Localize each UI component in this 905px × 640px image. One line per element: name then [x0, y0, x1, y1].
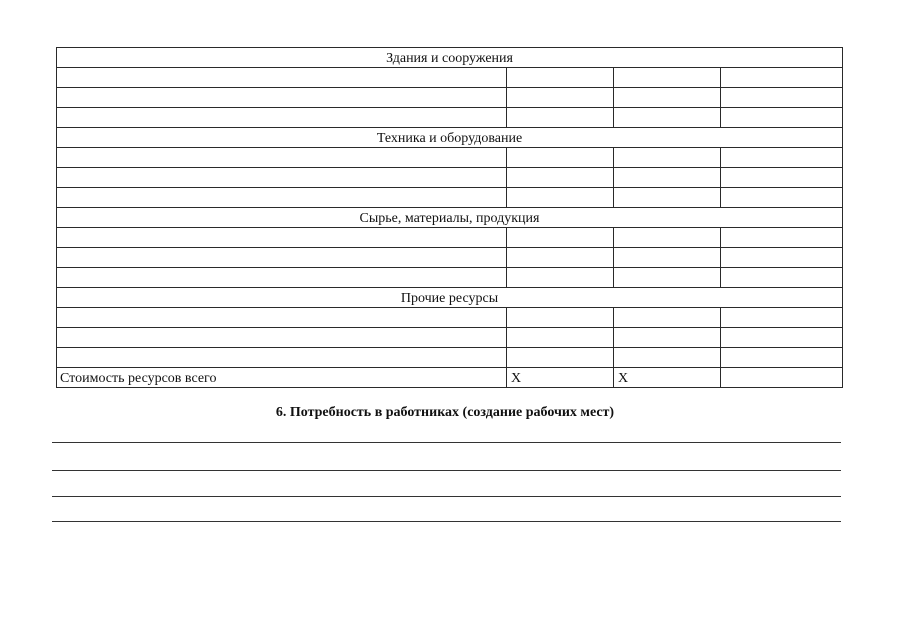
table-cell[interactable]: [57, 168, 507, 188]
table-cell[interactable]: [57, 108, 507, 128]
section-heading-row: [57, 48, 843, 68]
table-cell[interactable]: [57, 188, 507, 208]
table-row: [57, 328, 843, 348]
table-cell[interactable]: [721, 88, 843, 108]
table-row: [57, 248, 843, 268]
total-cell-x-1: X: [507, 368, 614, 388]
table-cell[interactable]: [57, 268, 507, 288]
section-heading: Прочие ресурсы: [57, 288, 843, 308]
total-row: [57, 368, 843, 388]
table-cell[interactable]: [507, 268, 614, 288]
table-cell[interactable]: [57, 348, 507, 368]
table-cell[interactable]: [507, 328, 614, 348]
table-cell[interactable]: [721, 308, 843, 328]
table-row: [57, 108, 843, 128]
table-cell[interactable]: [614, 328, 721, 348]
table-cell[interactable]: [614, 168, 721, 188]
table-cell[interactable]: [721, 348, 843, 368]
table-cell[interactable]: [721, 268, 843, 288]
resources-table: [56, 47, 843, 388]
table-cell[interactable]: [721, 68, 843, 88]
table-cell[interactable]: [614, 108, 721, 128]
table-row: [57, 148, 843, 168]
table-row: [57, 348, 843, 368]
table-row: [57, 228, 843, 248]
table-cell[interactable]: [614, 248, 721, 268]
table-cell[interactable]: [721, 168, 843, 188]
table-cell[interactable]: [614, 308, 721, 328]
table-cell[interactable]: [57, 248, 507, 268]
resources-table-body: [57, 48, 843, 388]
writing-line[interactable]: [52, 496, 841, 497]
table-cell[interactable]: [507, 188, 614, 208]
table-row: [57, 168, 843, 188]
table-cell[interactable]: [57, 68, 507, 88]
table-cell[interactable]: [721, 108, 843, 128]
section6-title: 6. Потребность в работниках (создание рабочих мест): [275, 405, 615, 420]
total-cell-x-2: X: [614, 368, 721, 388]
table-row: [57, 88, 843, 108]
table-cell[interactable]: [721, 228, 843, 248]
table-cell[interactable]: [614, 88, 721, 108]
writing-line[interactable]: [52, 521, 841, 522]
table-cell[interactable]: [507, 168, 614, 188]
writing-line[interactable]: [52, 470, 841, 471]
table-cell[interactable]: [614, 348, 721, 368]
section-heading-row: [57, 208, 843, 228]
table-cell[interactable]: [57, 328, 507, 348]
table-cell[interactable]: [57, 88, 507, 108]
table-row: [57, 268, 843, 288]
table-cell[interactable]: [507, 348, 614, 368]
table-cell[interactable]: [507, 68, 614, 88]
section-heading: Техника и оборудование: [57, 128, 843, 148]
section-heading-row: [57, 128, 843, 148]
total-value-cell[interactable]: [721, 368, 843, 388]
table-cell[interactable]: [614, 188, 721, 208]
table-cell[interactable]: [507, 308, 614, 328]
section-heading-row: [57, 288, 843, 308]
table-cell[interactable]: [507, 248, 614, 268]
table-cell[interactable]: [721, 328, 843, 348]
table-cell[interactable]: [57, 148, 507, 168]
table-cell[interactable]: [507, 148, 614, 168]
table-cell[interactable]: [57, 308, 507, 328]
table-cell[interactable]: [614, 148, 721, 168]
section-heading: Сырье, материалы, продукция: [57, 208, 843, 228]
table-row: [57, 308, 843, 328]
table-cell[interactable]: [507, 88, 614, 108]
writing-line[interactable]: [52, 442, 841, 443]
table-row: [57, 188, 843, 208]
table-cell[interactable]: [721, 148, 843, 168]
total-label: Стоимость ресурсов всего: [57, 368, 507, 388]
table-row: [57, 68, 843, 88]
section-heading: Здания и сооружения: [57, 48, 843, 68]
table-cell[interactable]: [721, 248, 843, 268]
table-cell[interactable]: [614, 268, 721, 288]
table-cell[interactable]: [507, 108, 614, 128]
table-cell[interactable]: [614, 228, 721, 248]
table-cell[interactable]: [57, 228, 507, 248]
table-cell[interactable]: [614, 68, 721, 88]
table-cell[interactable]: [507, 228, 614, 248]
table-cell[interactable]: [721, 188, 843, 208]
